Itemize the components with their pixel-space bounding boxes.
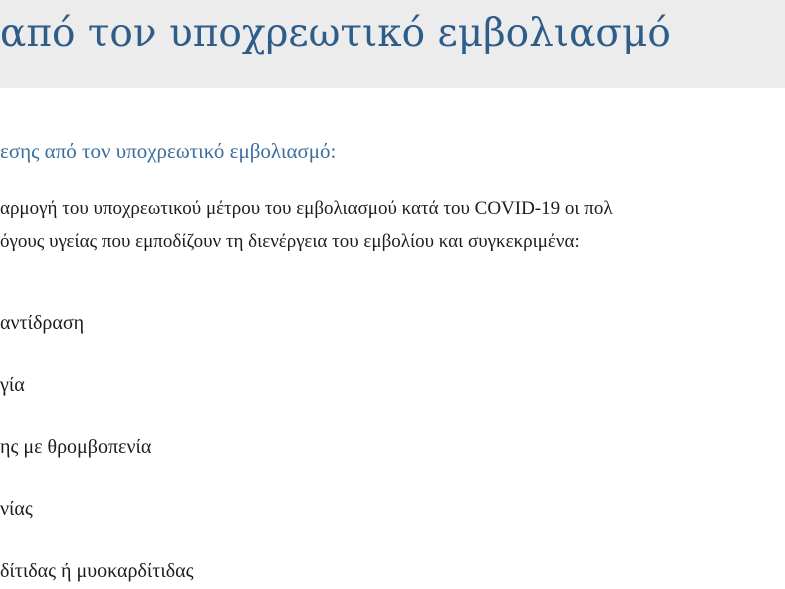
page-title: από τον υποχρεωτικό εμβολιασμό	[0, 11, 671, 56]
intro-line: όγους υγείας που εμποδίζουν τη διενέργεια του εμβολίου και συγκεκριμένα:	[0, 231, 580, 252]
list-item: δίτιδας ή μυοκαρδίτιδας	[0, 560, 194, 582]
conditions-list	[0, 308, 194, 589]
intro-line: αρμογή του υποχρεωτικού μέτρου του εμβολιασμού κατά του COVID-19 οι πολ	[0, 198, 613, 219]
list-item: νίας	[0, 498, 33, 520]
list-item: αντίδραση	[0, 312, 85, 334]
list-item: γία	[0, 374, 25, 396]
list-item: ης με θρομβοπενία	[0, 436, 152, 458]
page-header	[0, 0, 785, 88]
section-heading: εσης από τον υποχρεωτικό εμβολιασμό:	[0, 139, 337, 163]
intro-paragraph	[0, 192, 785, 258]
